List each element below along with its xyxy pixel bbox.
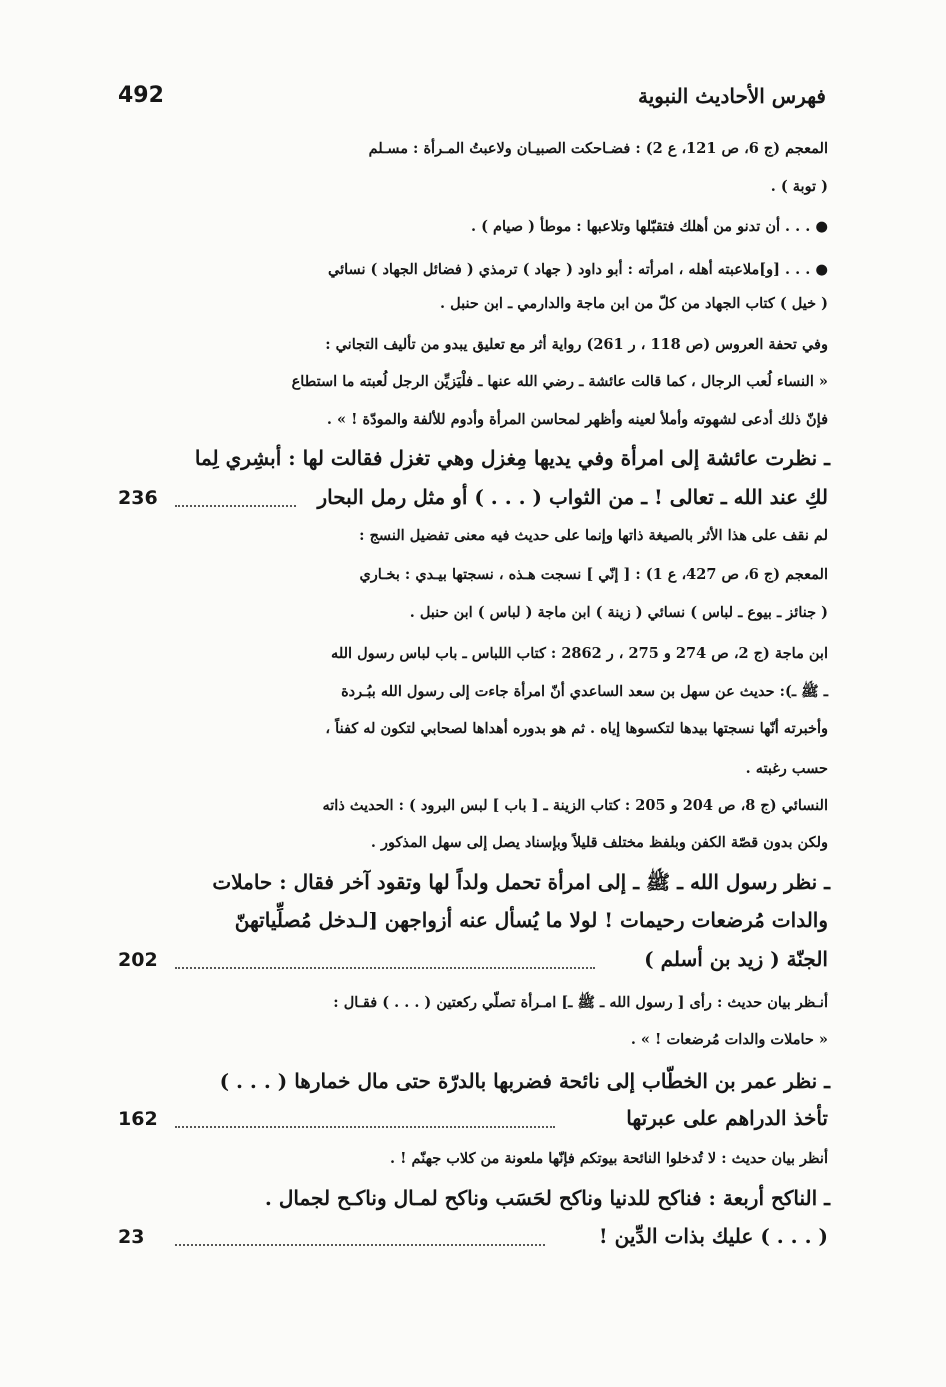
hadith-line: ـ نظر رسول الله ـ ﷺ ـ إلى امرأة تحمل ولداً لها وتقود آخر فقال : حاملات [212, 870, 830, 894]
text-line: حسب رغبته . [745, 760, 828, 777]
quote-line: فإنّ ذلك أدعى لشهوته وأملأ لعينه وأظهر لمحاسن المرأة وأدوم للألفة والمودّة ! » . [326, 411, 828, 428]
page-ref: 23 [118, 1226, 145, 1248]
bullet-line: ● . . . أن تدنو من أهلك فتقبّلها وتلاعبها : موطأ ( صيام ) . [470, 218, 828, 235]
leader-dots [175, 1244, 545, 1246]
quote-line: « النساء لُعب الرجال ، كما قالت عائشة ـ رضي الله عنها ـ فلْيَزيِّن الرجل لُعبته ما استطاع [291, 373, 828, 390]
page-number: 492 [118, 83, 164, 108]
text-line: أنـظر بيان حديث : رأى [ رسول الله ـ ﷺ ـ] امـرأة تصلّي ركعتين ( . . . ) فقـال : [333, 994, 828, 1011]
text-line: ( خيل ) كتاب الجهاد من كلّ من ابن ماجة والدارمي ـ ابن حنبل . [440, 295, 828, 312]
text-line: ابن ماجة (ج 2، ص 274 و 275 ، ر 2862 : كتاب اللباس ـ باب لباس رسول الله [331, 645, 828, 662]
running-header-title: فهرس الأحاديث النبوية [637, 84, 826, 108]
leader-dots [175, 1126, 555, 1128]
text-line: أنظر بيان حديث : لا تُدخلوا النائحة بيوتكم فإنّها ملعونة من كلاب جهنّم ! . [390, 1150, 828, 1167]
hadith-line: ـ الناكح أربعة : فناكح للدنيا وناكح لحَسَب وناكح لمـال وناكـح لجمال . [264, 1186, 830, 1210]
text-line: ( توبة ) . [770, 178, 828, 195]
hadith-line: ـ نظر عمر بن الخطّاب إلى نائحة فضربها بالدرّة حتى مال خمارها ( . . . ) [219, 1069, 830, 1093]
hadith-line: لكِ عند الله ـ تعالى ! ـ من الثواب ( . . . ) أو مثل رمل البحار [317, 485, 828, 509]
hadith-line: ( . . . ) عليك بذات الدِّين ! [598, 1224, 828, 1248]
text-line: وأخبرته أنّها نسجتها بيدها لتكسوها إياه . ثم هو بدوره أهداها لصحابي لتكون له كفناً ، [325, 720, 828, 737]
text-line: المعجم (ج 6، ص 427، ع 1) : [ إنّي ] نسجت هـذه ، نسجتها بيـدي : بخـاري [359, 566, 828, 583]
page-ref: 236 [118, 487, 158, 509]
hadith-line: ـ نظرت عائشة إلى امرأة وفي يديها مِغزل وهي تغزل فقالت لها : أبشِري لِما [194, 446, 830, 470]
hadith-line: الجنّة ( زيد بن أسلم ) [644, 947, 828, 971]
text-line: لم نقف على هذا الأثر بالصيغة ذاتها وإنما على حديث فيه معنى تفضيل النسج : [359, 527, 828, 544]
text-line: المعجم (ج 6، ص 121، ع 2) : فضـاحكت الصبيـان ولاعبتُ المـرأة : مسـلم [368, 140, 828, 157]
hadith-line: تأخذ الدراهم على عبرتها [626, 1106, 828, 1130]
text-line: وفي تحفة العروس (ص 118 ، ر 261) رواية أثر مع تعليق يبدو من تأليف التجاني : [325, 336, 828, 353]
page-ref: 202 [118, 949, 158, 971]
page-ref: 162 [118, 1108, 158, 1130]
leader-dots [175, 967, 595, 969]
text-line: ولكن بدون قصّة الكفن وبلفظ مختلف قليلاً وبإسناد يصل إلى سهل المذكور . [370, 834, 828, 851]
hadith-line: والدات مُرضعات رحيمات ! لولا ما يُسأل عنه أزواجهن [لـدخل مُصلِّياتهنّ [234, 908, 828, 932]
quote-line: « حاملات والدات مُرضعات ! » . [630, 1031, 828, 1048]
text-line: ( جنائز ـ بيوع ـ لباس ) نسائي ( زينة ) ابن ماجة ( لباس ) ابن حنبل . [409, 604, 828, 621]
bullet-line: ● . . . [و]ملاعبته أهله ، امرأته : أبو داود ( جهاد ) ترمذي ( فضائل الجهاد ) نسائي [328, 261, 828, 278]
leader-dots [175, 505, 296, 507]
text-line: ـ ﷺ ـ): حديث عن سهل بن سعد الساعدي أنّ امرأة جاءت إلى رسول الله ببُـردة [341, 683, 828, 700]
text-line: النسائي (ج 8، ص 204 و 205 : كتاب الزينة ـ [ باب ] لبس البرود ) : الحديث ذاته [322, 797, 828, 814]
